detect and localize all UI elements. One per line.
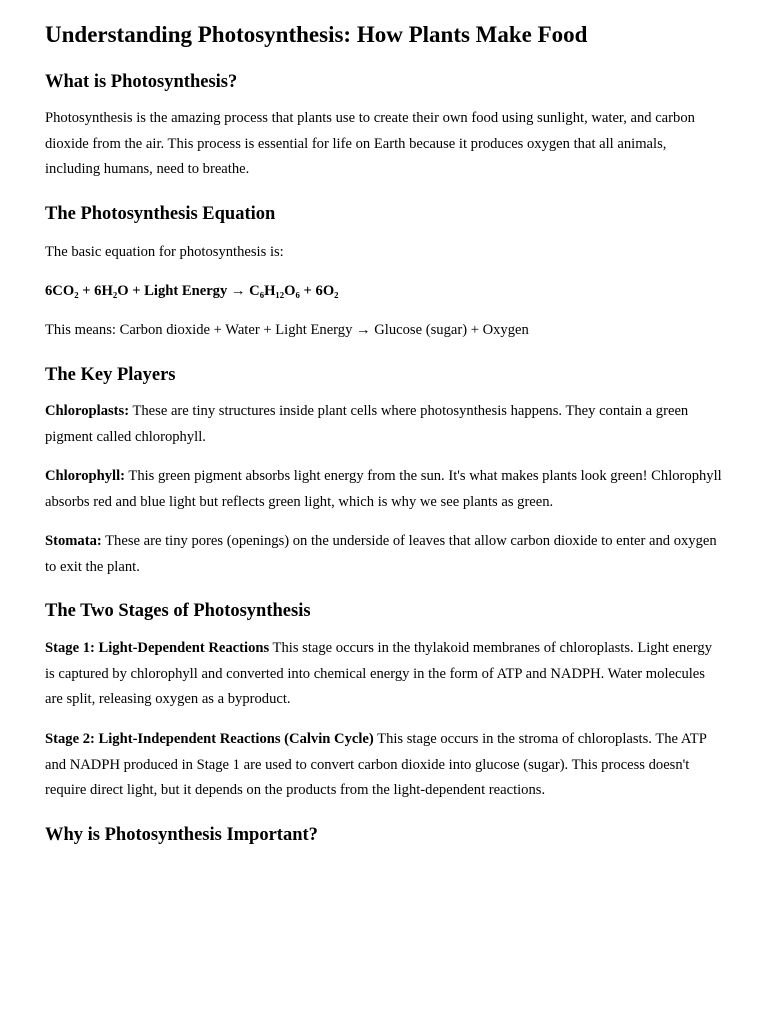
term-stage-2: Stage 2: Light-Independent Reactions (Calvin Cycle) bbox=[45, 731, 374, 747]
paragraph-equation-intro: The basic equation for photosynthesis is: bbox=[45, 244, 284, 260]
definition-stomata: These are tiny pores (openings) on the underside of leaves that allow carbon dioxide to enter and oxygen to exit the plant. bbox=[45, 533, 717, 575]
equation-formula: 6CO₂ + 6H₂O + Light Energy → C₆H₁₂O₆ + 6O₂ bbox=[45, 283, 339, 299]
heading-key-players: The Key Players bbox=[45, 365, 176, 385]
description-stage-2: This stage occurs in the stroma of chloroplasts. The ATP and NADPH produced in Stage 1 are used to convert carbon dioxide into glucose (sugar). This process doesn't require direct light, but it depends on the products from the light-dependent reactions. bbox=[45, 731, 707, 798]
heading-what-is-photosynthesis: What is Photosynthesis? bbox=[45, 72, 238, 92]
description-stage-1: This stage occurs in the thylakoid membranes of chloroplasts. Light energy is captured by chlorophyll and converted into chemical energy in the form of ATP and NADPH. Water molecules are split, releasing oxygen as a byproduct. bbox=[45, 640, 713, 707]
term-stomata: Stomata: bbox=[45, 533, 102, 549]
heading-two-stages: The Two Stages of Photosynthesis bbox=[45, 601, 311, 621]
term-stage-1: Stage 1: Light-Dependent Reactions bbox=[45, 640, 270, 656]
heading-equation: The Photosynthesis Equation bbox=[45, 204, 276, 224]
heading-importance: Why is Photosynthesis Important? bbox=[45, 825, 318, 845]
term-chloroplasts: Chloroplasts: bbox=[45, 403, 130, 419]
paragraph-chlorophyll bbox=[45, 464, 725, 515]
definition-chloroplasts: These are tiny structures inside plant cells where photosynthesis happens. They contain a green pigment called chlorophyll. bbox=[45, 403, 689, 445]
paragraph-equation-meaning: This means: Carbon dioxide + Water + Light Energy → Glucose (sugar) + Oxygen bbox=[45, 322, 529, 338]
paragraph-what-is-photosynthesis: Photosynthesis is the amazing process that plants use to create their own food using sunlight, water, and carbon dioxide from the air. This process is essential for life on Earth because it produces oxygen that all animals, including humans, need to breathe. bbox=[45, 110, 695, 177]
page-title: Understanding Photosynthesis: How Plants Make Food bbox=[45, 22, 588, 47]
paragraph-stage-1 bbox=[45, 636, 725, 713]
paragraph-stomata bbox=[45, 529, 725, 580]
definition-chlorophyll: This green pigment absorbs light energy from the sun. It's what makes plants look green! Chlorophyll absorbs red and blue light but reflects green light, which is why we see plants as green. bbox=[45, 468, 722, 510]
term-chlorophyll: Chlorophyll: bbox=[45, 468, 126, 484]
paragraph-chloroplasts bbox=[45, 399, 725, 450]
paragraph-stage-2 bbox=[45, 727, 725, 804]
